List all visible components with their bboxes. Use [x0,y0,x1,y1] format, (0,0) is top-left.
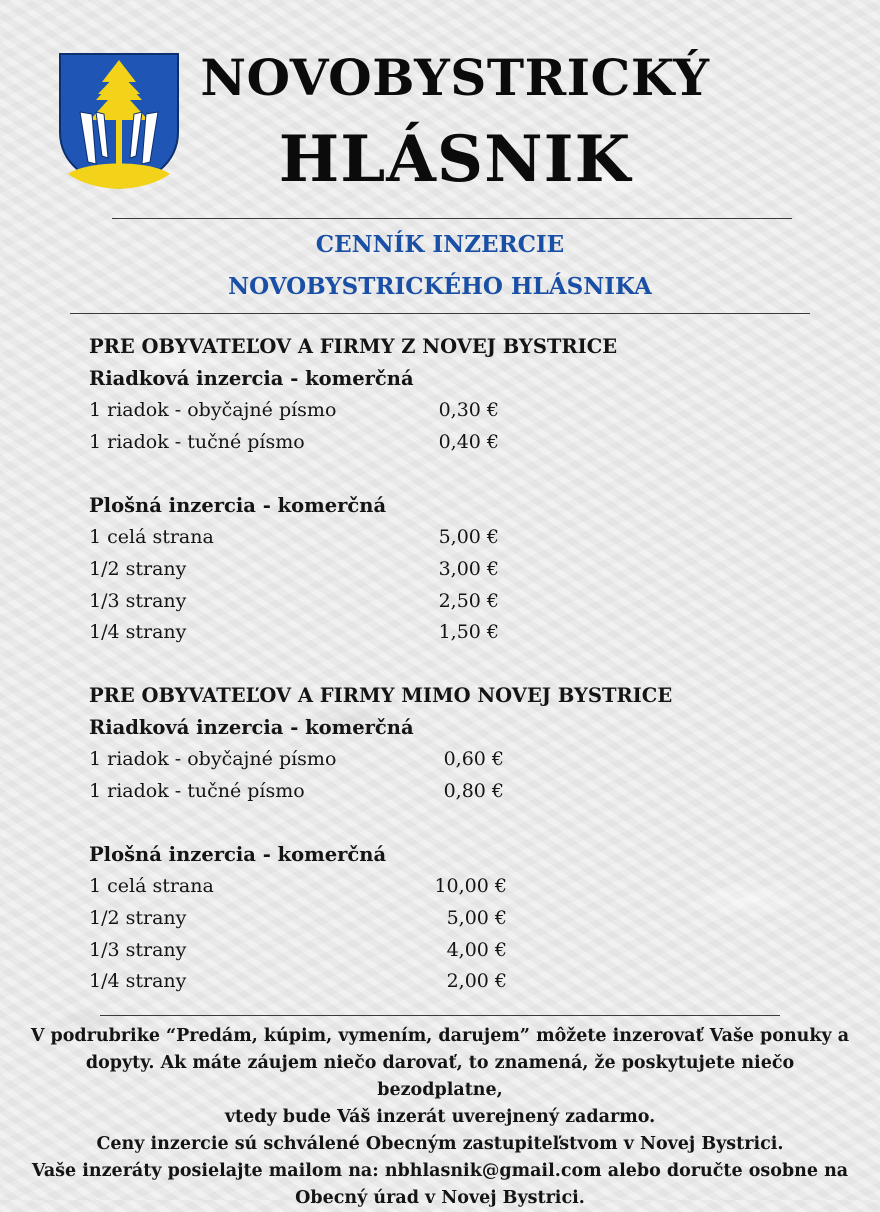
price-value: 0,80 € [443,780,504,802]
price-item: 1/2 strany [89,907,187,929]
price-value: 10,00 € [434,875,507,897]
price-value: 0,40 € [438,431,499,453]
footer-line: dopyty. Ak máte záujem niečo darovať, to znamená, že poskytujete niečo bezodplatne, [85,1053,795,1100]
price-value: 4,00 € [446,939,507,961]
section-heading: PRE OBYVATEĽOV A FIRMY MIMO NOVEJ BYSTRICE [89,684,673,707]
group-heading: Plošná inzercia - komerčná [89,494,387,517]
footer-notice [24,1023,856,1212]
price-item: 1 celá strana [89,526,214,548]
footer-line: Vaše inzeráty posielajte mailom na: nbhlasnik@gmail.com alebo doručte osobne na [31,1161,849,1181]
divider [70,313,810,314]
price-item: 1 celá strana [89,875,214,897]
price-value: 0,60 € [443,748,504,770]
municipal-coat-of-arms-icon [58,52,180,190]
subtitle-line1: CENNÍK INZERCIE [315,231,565,258]
price-value: 2,50 € [438,590,499,612]
group-heading: Riadková inzercia - komerčná [89,367,414,390]
footer-line: Ceny inzercie sú schválené Obecným zastupiteľstvom v Novej Bystrici. [96,1134,784,1154]
price-value: 2,00 € [446,970,507,992]
group-heading: Riadková inzercia - komerčná [89,716,414,739]
price-value: 5,00 € [438,526,499,548]
price-value: 3,00 € [438,558,499,580]
price-value: 1,50 € [438,621,499,643]
page-title-line2: HLÁSNIK [278,122,632,197]
price-item: 1/3 strany [89,590,187,612]
divider [100,1015,780,1016]
page-title-line1: NOVOBYSTRICKÝ [200,48,710,107]
price-item: 1/4 strany [89,621,187,643]
section-heading: PRE OBYVATEĽOV A FIRMY Z NOVEJ BYSTRICE [89,335,618,358]
price-item: 1 riadok - tučné písmo [89,431,305,453]
price-item: 1 riadok - obyčajné písmo [89,399,337,421]
price-item: 1/3 strany [89,939,187,961]
footer-line: vtedy bude Váš inzerát uverejnený zadarmo. [224,1107,656,1127]
price-item: 1/2 strany [89,558,187,580]
price-value: 0,30 € [438,399,499,421]
price-value: 5,00 € [446,907,507,929]
footer-line: V podrubrike “Predám, kúpim, vymením, darujem” môžete inzerovať Vaše ponuky a [30,1026,850,1046]
footer-line: Obecný úrad v Novej Bystrici. [295,1188,585,1208]
subtitle-line2: NOVOBYSTRICKÉHO HLÁSNIKA [228,273,652,300]
price-item: 1/4 strany [89,970,187,992]
price-item: 1 riadok - obyčajné písmo [89,748,337,770]
divider [112,218,792,219]
price-item: 1 riadok - tučné písmo [89,780,305,802]
group-heading: Plošná inzercia - komerčná [89,843,387,866]
